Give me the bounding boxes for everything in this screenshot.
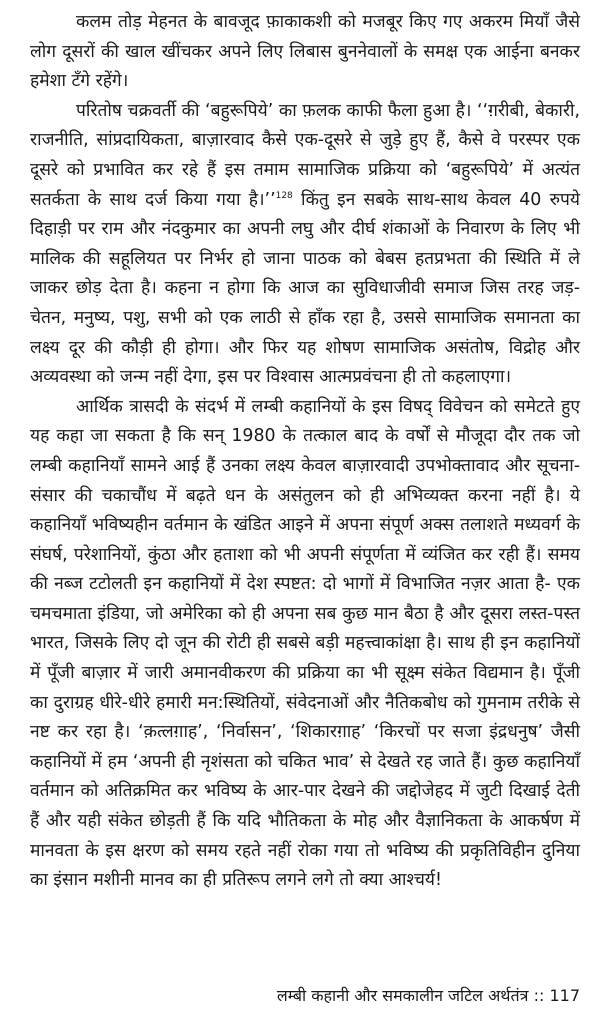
paragraph-bahurupiye-text-before-ref: परितोष चक्रवर्ती की ‘बहुरूपिये’ का फ़लक काफी फैला हुआ है। ‘‘ग़रीबी, बेकारी, राजनीति, सांप्रदायिकता, बाज़ारवाद कैसे एक-दूसरे से जुड़े हुए हैं, कैसे वे परस्पर एक दूसरे को प्रभावित कर रहे हैं इस तमाम सामाजिक प्रक्रिया को ‘बहुरूपिये’ में अत्यंत सतर्कता के साथ दर्ज किया गया है।’’ — [30, 100, 580, 210]
running-title: लम्बी कहानी और समकालीन जटिल अर्थतंत्र — [276, 986, 529, 1005]
page-number: 117 — [549, 986, 580, 1005]
paragraph-akram-miyan: कलम तोड़ मेहनत के बावजूद फ़ाकाकशी को मजबूर किए गए अकरम मियाँ जैसे लोग दूसरों की खाल खींचकर अपने लिए लिबास बुननेवालों के समक्ष एक आईना बनकर हमेशा टँगे रहेंगे। — [30, 12, 580, 92]
paragraph-bahurupiye — [30, 97, 580, 393]
paragraph-economic-tragedy: आर्थिक त्रासदी के संदर्भ में लम्बी कहानियों के इस विषद् विवेचन को समेटते हुए यह कहा जा सकता है कि सन् 1980 के तत्काल बाद के वर्षों से मौजूदा दौर तक जो लम्बी कहानियाँ सामने आई हैं उनका लक्ष्य केवल बाज़ारवादी उपभोक्तावाद और सूचना-संसार की चकाचौंध में बढ़ते धन के असंतुलन को ही अभिव्यक्त करना नहीं है। ये कहानियाँ भविष्यहीन वर्तमान के खंडित आइने में अपना संपूर्ण अक्स तलाशते मध्यवर्ग के संघर्ष, परेशानियों, कुंठा और हताशा को भी अपनी संपूर्णता में व्यंजित कर रही हैं। समय की नब्ज टटोलती इन कहानियों में देश स्पष्टत: दो भागों में विभाजित नज़र आता है- एक चमचमाता इंडिया, जो अमेरिका को ही अपना सब कुछ मान बैठा है और दूसरा लस्त-पस्त भारत, जिसके लिए दो जून की रोटी ही सबसे बड़ी महत्त्वाकांक्षा है। साथ ही इन कहानियों में पूँजी बाज़ार में जारी अमानवीकरण की प्रक्रिया का भी सूक्ष्म संकेत विद्यमान है। पूँजी का दुराग्रह धीरे-धीरे हमारी मन:स्थितियों, संवेदनाओं और नैतिकबोध को गुमनाम तरीके से नष्ट कर रहा है। ‘क़त्लग़ाह’, ‘निर्वासन’, ‘शिकारग़ाह’ ‘किरचों पर सजा इंद्रधनुष’ जैसी कहानियों में हम ‘अपनी ही नृशंसता को चकित भाव’ से देखते रह जाते हैं। कुछ कहानियाँ वर्तमान को अतिक्रमित कर भविष्य के आर-पार देखने की जद्दोजेहद में जुटी दिखाई देती हैं और यही संकेत छोड़ती हैं कि यदि भौतिकता के मोह और वैज्ञानिकता के आकर्षण में मानवता के इस क्षरण को समय रहते नहीं रोका गया तो भविष्य की प्रकृतिविहीन दुनिया का इंसान मशीनी मानव का ही प्रतिरूप लगने लगे तो क्या आश्चर्य! — [30, 396, 580, 891]
paragraph-bahurupiye-text-after-ref: किंतु इन सबके साथ-साथ केवल 40 रुपये दिहाड़ी पर राम और नंदकुमार का अपनी लघु और दीर्घ शंकाओं के निवारण के लिए भी मालिक की सहूलियत पर निर्भर हो जाना पाठक को बेबस हतप्रभता की स्थिति में ले जाकर छोड़ देता है। कहना न होगा कि आज का सुविधाजीवी समाज जिस तरह जड़-चेतन, मनुष्य, पशु, सभी को एक लाठी से हाँक रहा है, उससे सामाजिक समानता का लक्ष्य दूर की कौड़ी ही होगा। और फिर यह शोषण सामाजिक असंतोष, विद्रोह और अव्यवस्था को जन्म नहीं देगा, इस पर विश्वास आत्मप्रवंचना ही तो कहलाएगा। — [30, 189, 580, 388]
footer-separator: :: — [533, 986, 545, 1005]
page-body — [30, 8, 580, 896]
page-footer — [277, 984, 580, 1008]
footnote-reference[interactable]: 128 — [275, 190, 293, 201]
